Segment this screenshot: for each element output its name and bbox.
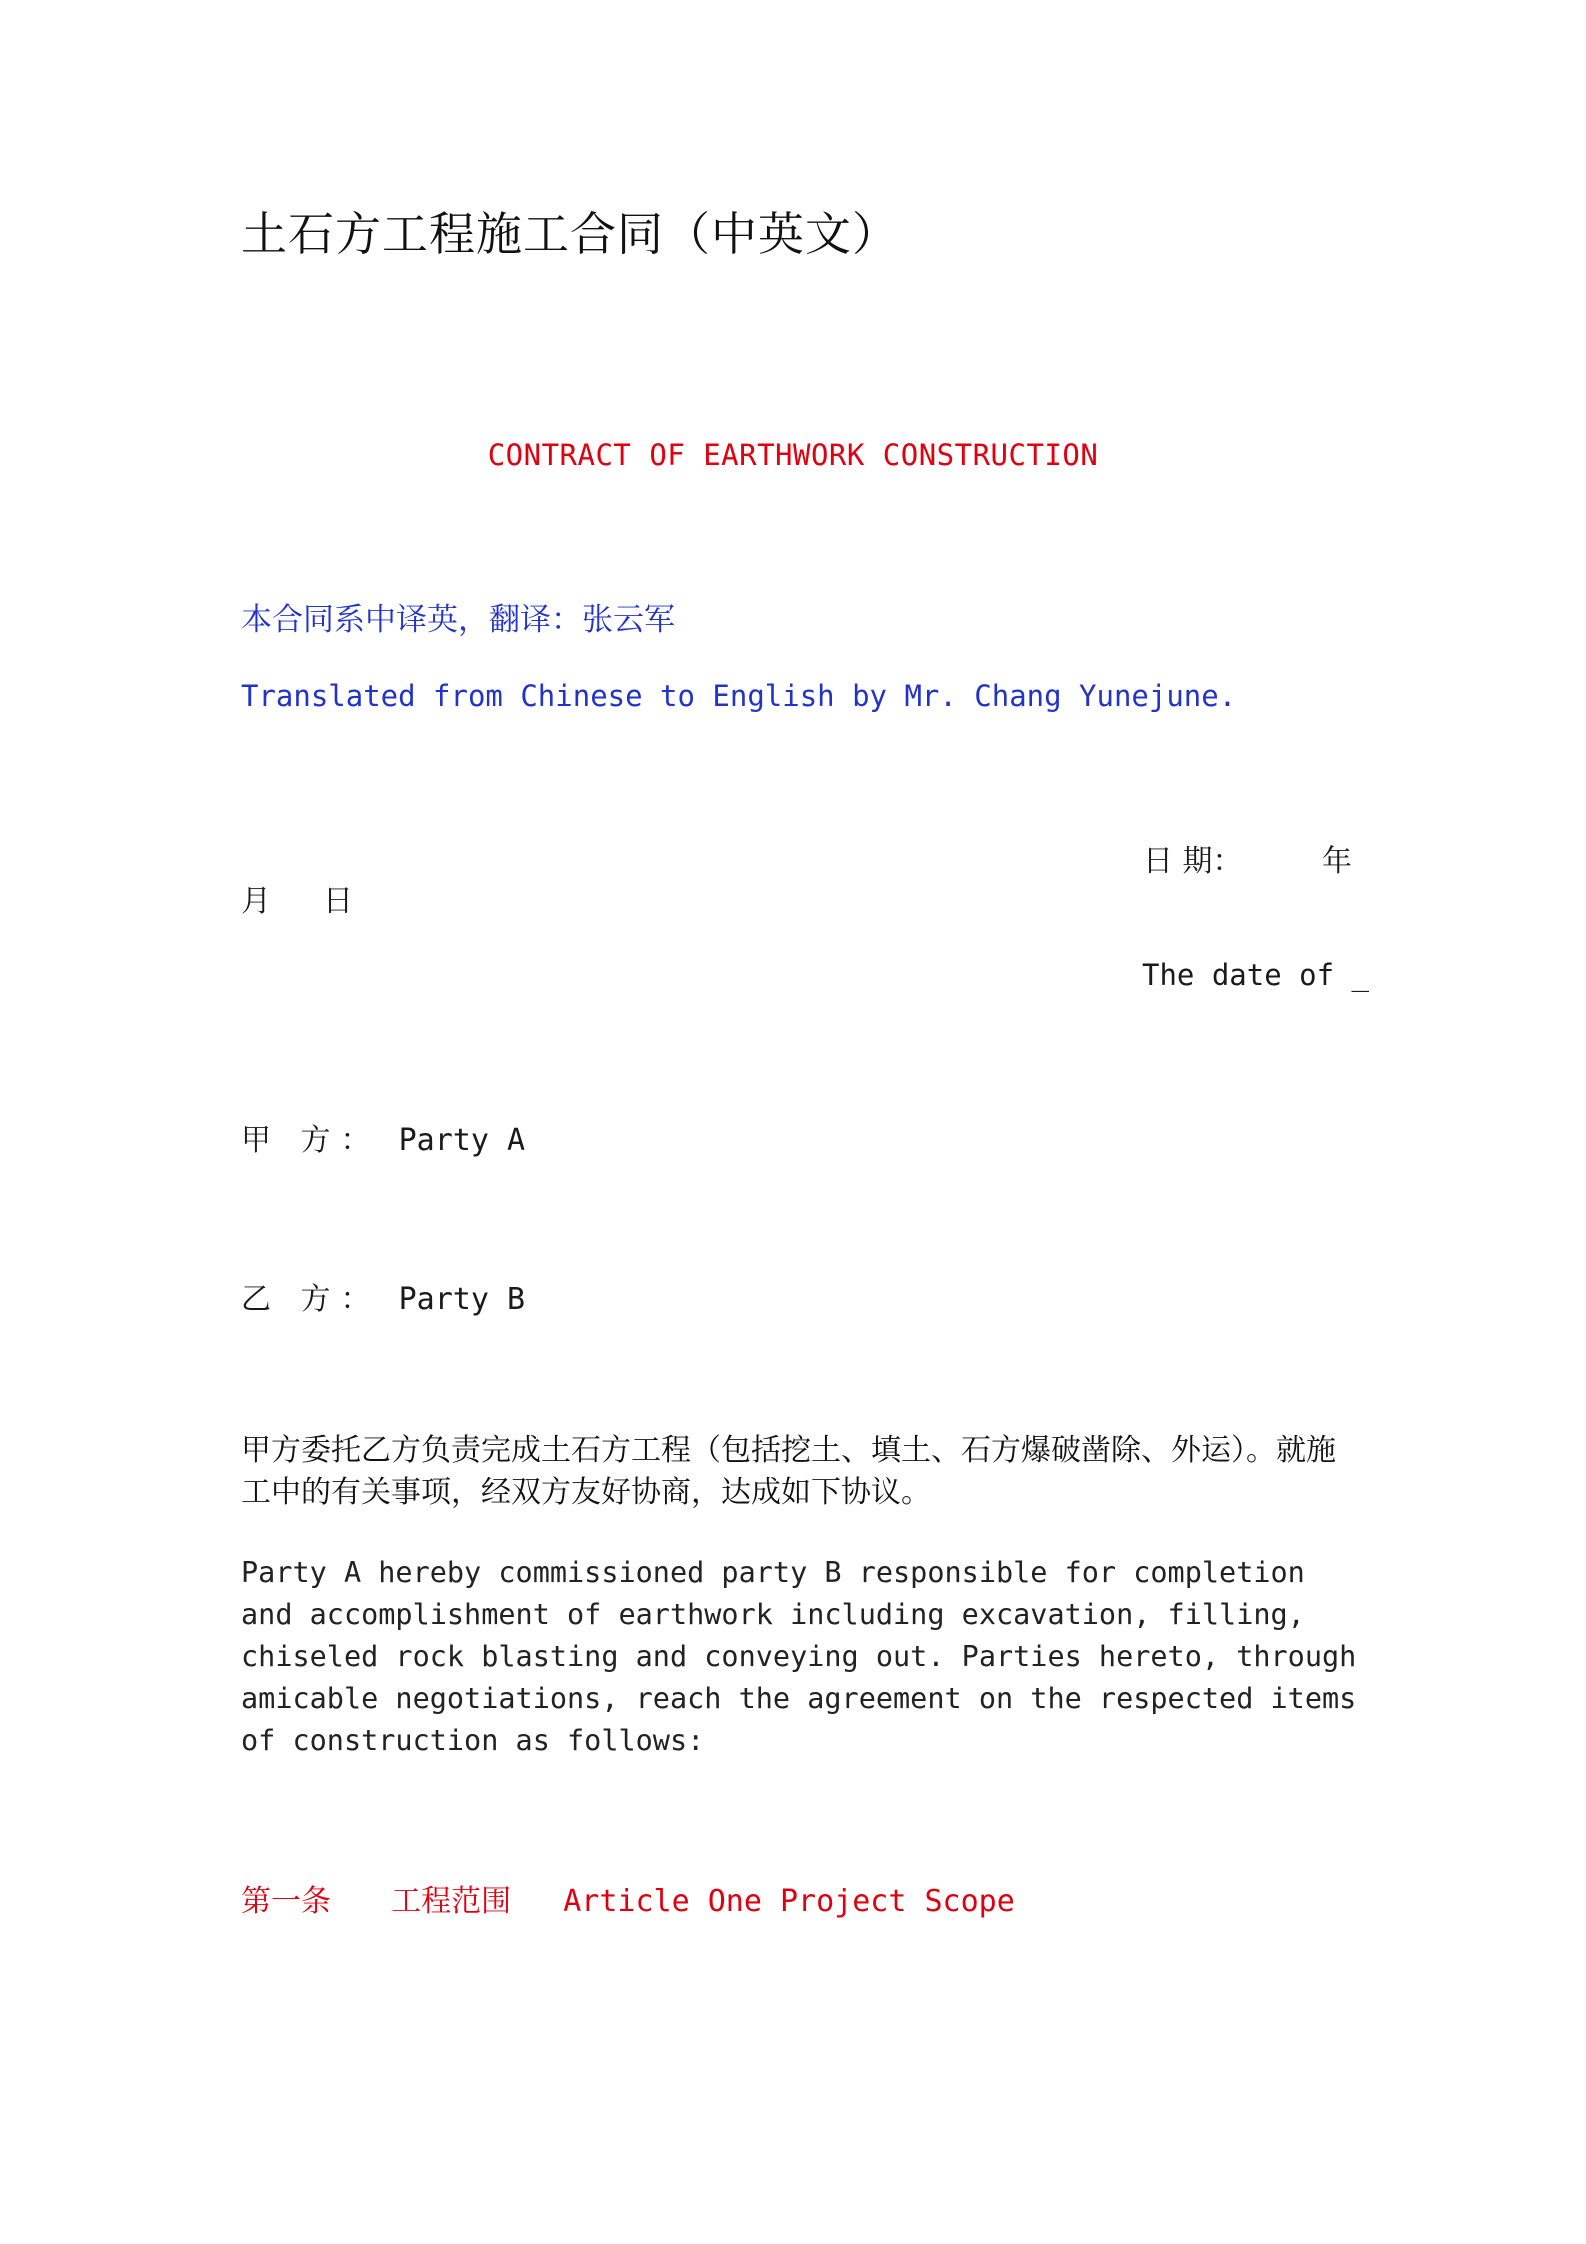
article-one-number-cn: 第一条 [241, 1884, 331, 1919]
english-title: CONTRACT OF EARTHWORK CONSTRUCTION [487, 438, 1099, 472]
article-one-heading [241, 1876, 1015, 1920]
date-label-cn: 日 期： [1143, 844, 1243, 879]
preamble-en: Party A hereby commissioned party B responsible for completion and accomplishment of earthwork including excavation, filling, chiseled rock blasting and conveying out. Parties hereto, through amicable negotiations, reach the agreement on the respected items of construction as follows: [241, 1556, 1357, 1757]
article-one-title-cn: 工程范围 [391, 1884, 512, 1919]
party-a-label-cn: 甲 方： [241, 1123, 381, 1158]
date-day-cn: 日 [323, 884, 353, 919]
party-a-line [241, 1115, 525, 1159]
date-year-cn: 年 [1322, 844, 1352, 879]
translation-note-en: Translated from Chinese to English by Mr. Chang Yunejune. [241, 679, 1237, 713]
preamble-cn: 甲方委托乙方负责完成土石方工程（包括挖土、填土、石方爆破凿除、外运）。就施工中的有关事项，经双方友好协商，达成如下协议。 [241, 1433, 1336, 1510]
party-b-line [241, 1274, 525, 1318]
translation-note-cn: 本合同系中译英，翻译：张云军 [241, 602, 675, 638]
article-one-title-en: Article One Project Scope [563, 1884, 1015, 1919]
party-a-label-en: Party A [398, 1123, 526, 1158]
party-b-label-en: Party B [398, 1282, 526, 1317]
date-month-cn: 月 [241, 884, 271, 919]
date-label-en: The date of _ [1142, 958, 1369, 992]
party-b-label-cn: 乙 方： [241, 1282, 381, 1317]
document-title: 土石方工程施工合同（中英文） [241, 207, 899, 261]
